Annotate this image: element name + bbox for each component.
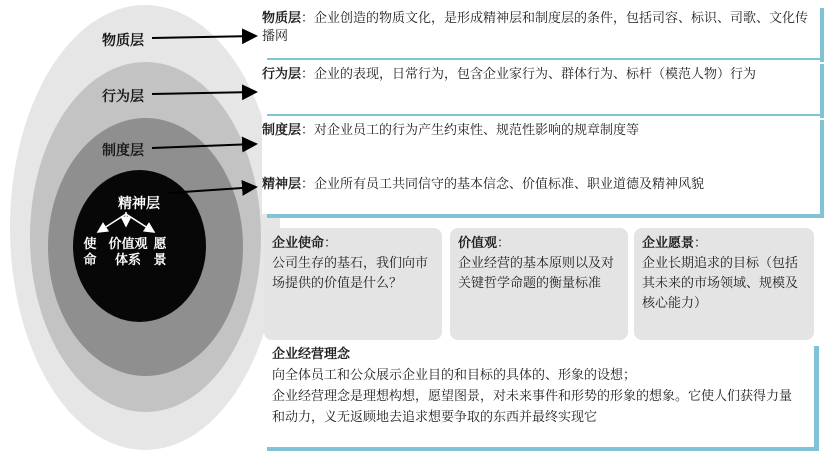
desc-material-text: 企业创造的物质文化，是形成精神层和制度层的条件，包括司容、标识、司歌、文化传播网: [262, 11, 809, 44]
label-behavior-layer: 行为层: [102, 89, 144, 105]
arrow-behavior: [152, 92, 256, 94]
arrow-system: [152, 144, 256, 148]
desc-system-title: 制度层: [262, 123, 302, 138]
philosophy-line2: 企业经营理念是理想构想，愿望图景，对未来事件和形势的形象的想象。它使人们获得力量和动力，义无返顾地去追求想要争取的东西并最终实现它: [272, 389, 793, 425]
desc-spirit-text: 企业所有员工共同信守的基本信念、价值标准、职业道德及精神风貌: [314, 177, 705, 192]
philosophy-line1: 向全体员工和公众展示企业目的和目标的具体的、形象的设想；: [272, 368, 637, 383]
desc-system-layer: 制度层：对企业员工的行为产生约束性、规范性影响的规章制度等: [262, 116, 820, 170]
arrow-spirit: [168, 187, 256, 193]
label-system-layer: 制度层: [102, 143, 144, 159]
core-mission: 使命: [83, 237, 97, 268]
card-mission-title: 企业使命: [272, 236, 325, 251]
core-title: 精神层: [118, 196, 160, 212]
desc-material-title: 物质层: [262, 11, 302, 26]
card-values-body: 企业经营的基本原则以及对关键哲学命题的衡量标准: [458, 256, 615, 291]
desc-system-text: 对企业员工的行为产生约束性、规范性影响的规章制度等: [314, 123, 640, 138]
desc-behavior-title: 行为层: [262, 67, 302, 82]
business-philosophy-box: [262, 342, 814, 447]
card-vision-title: 企业愿景: [642, 236, 695, 251]
card-vision-body: 企业长期追求的目标（包括其未来的市场领域、规模及核心能力）: [642, 256, 799, 311]
philosophy-title: 企业经营理念: [272, 347, 351, 362]
desc-spirit-title: 精神层: [262, 177, 302, 192]
card-mission-body: 公司生存的基石，我们向市场提供的价值是什么？: [272, 256, 429, 291]
card-values-title: 价值观: [458, 236, 498, 251]
arrow-material: [152, 36, 256, 38]
card-mission: 企业使命： 公司生存的基石，我们向市场提供的价值是什么？: [264, 228, 442, 340]
card-values: 价值观： 企业经营的基本原则以及对关键哲学命题的衡量标准: [450, 228, 628, 340]
card-vision: 企业愿景： 企业长期追求的目标（包括其未来的市场领域、规模及核心能力）: [634, 228, 814, 340]
desc-behavior-text: 企业的表现，日常行为，包含企业家行为、群体行为、标杆（模范人物）行为: [314, 67, 757, 82]
desc-material-layer: 物质层：企业创造的物质文化，是形成精神层和制度层的条件，包括司容、标识、司歌、文化传播网: [262, 4, 820, 58]
label-material-layer: 物质层: [102, 33, 144, 49]
desc-spirit-layer: 精神层：企业所有员工共同信守的基本信念、价值标准、职业道德及精神风貌: [262, 170, 820, 214]
core-values: 价值观体系: [108, 237, 148, 268]
core-vision: 愿景: [153, 237, 167, 268]
desc-behavior-layer: 行为层：企业的表现，日常行为，包含企业家行为、群体行为、标杆（模范人物）行为: [262, 60, 820, 114]
